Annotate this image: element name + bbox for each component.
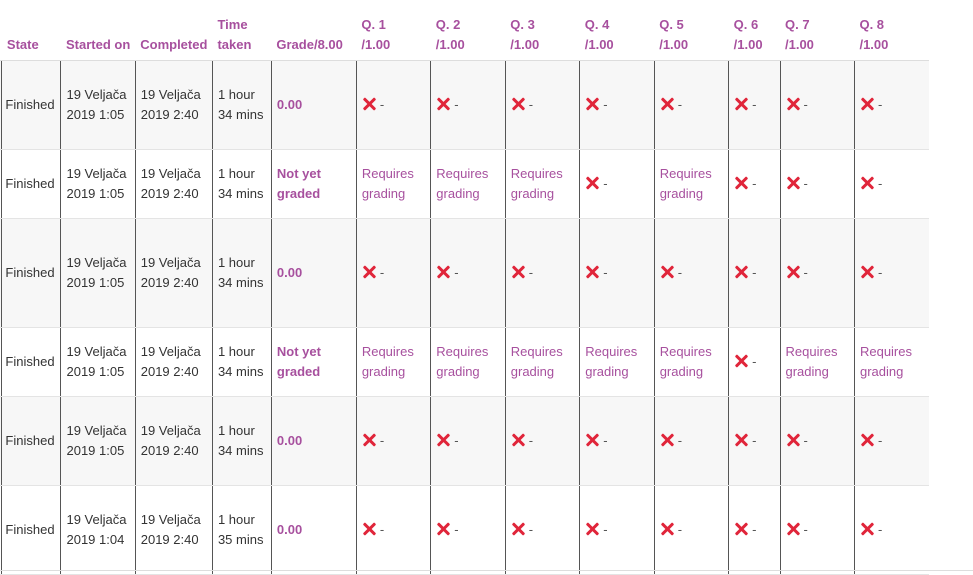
- header-q1-label[interactable]: Q. 1: [361, 17, 386, 32]
- started-on-cell: [61, 150, 135, 219]
- header-started-on[interactable]: [61, 0, 135, 61]
- header-q3-label[interactable]: Q. 3: [510, 17, 535, 32]
- question-score-dash[interactable]: -: [603, 522, 608, 537]
- table-row: [0, 328, 929, 397]
- cross-icon: [734, 354, 748, 368]
- header-state[interactable]: [2, 0, 61, 61]
- time-taken-hours: 1 hour: [217, 166, 255, 181]
- question-1-cell[interactable]: [356, 397, 430, 486]
- requires-grading-link[interactable]: Requires: [785, 344, 838, 359]
- started-on-time: 2019 1:05: [66, 186, 125, 201]
- cross-icon: [511, 522, 525, 536]
- requires-grading-link[interactable]: Requires: [436, 166, 489, 181]
- question-score-dash[interactable]: -: [528, 433, 534, 448]
- cross-icon: [860, 433, 874, 447]
- table-header-row: [0, 0, 929, 61]
- cross-icon: [660, 433, 674, 447]
- completed-date: 19 Veljača: [140, 255, 201, 270]
- requires-grading-link-line2[interactable]: grading: [361, 364, 406, 379]
- question-score-dash[interactable]: -: [603, 433, 608, 448]
- question-5-cell[interactable]: [654, 486, 728, 575]
- header-q7[interactable]: [780, 0, 854, 61]
- question-3-cell[interactable]: [505, 397, 579, 486]
- question-score-dash[interactable]: -: [454, 265, 459, 280]
- cross-icon: [585, 176, 599, 190]
- completed-time: 2019 2:40: [140, 275, 199, 290]
- completed-cell: [135, 486, 212, 575]
- time-taken-cell: [212, 61, 271, 150]
- time-taken-mins: 34 mins: [217, 275, 264, 290]
- question-score-dash[interactable]: -: [603, 97, 608, 112]
- header-q8-label[interactable]: Q. 8: [859, 17, 885, 32]
- question-3-cell[interactable]: [505, 328, 579, 397]
- completed-date: 19 Veljača: [140, 512, 201, 527]
- header-q2-max[interactable]: /1.00: [435, 37, 465, 52]
- requires-grading-link[interactable]: Requires: [510, 166, 563, 181]
- started-on-date: 19 Veljača: [66, 423, 127, 438]
- header-state-label[interactable]: State: [6, 37, 39, 52]
- question-score-dash[interactable]: -: [603, 265, 608, 280]
- started-on-cell: [61, 61, 135, 150]
- question-score-dash[interactable]: -: [528, 522, 534, 537]
- cross-icon: [362, 97, 376, 111]
- header-q1[interactable]: [356, 0, 430, 61]
- completed-date: 19 Veljača: [140, 87, 201, 102]
- cross-icon: [511, 433, 525, 447]
- time-taken-hours: 1 hour: [217, 423, 255, 438]
- question-score-dash[interactable]: -: [877, 97, 883, 112]
- cross-icon: [585, 265, 599, 279]
- time-taken-mins: 34 mins: [217, 107, 264, 122]
- time-taken-cell: [212, 150, 271, 219]
- cross-icon: [585, 433, 599, 447]
- question-4-cell[interactable]: [580, 61, 654, 150]
- time-taken-cell: [212, 397, 271, 486]
- cross-icon: [860, 176, 874, 190]
- table-row: [0, 150, 929, 219]
- header-time-taken-line1[interactable]: Time: [217, 17, 248, 32]
- question-score-dash[interactable]: -: [379, 433, 385, 448]
- question-5-cell[interactable]: [654, 397, 728, 486]
- question-4-cell[interactable]: [580, 397, 654, 486]
- header-q1-max[interactable]: /1.00: [361, 37, 391, 52]
- question-5-cell[interactable]: [654, 61, 728, 150]
- question-score-dash[interactable]: -: [379, 522, 385, 537]
- cross-icon: [660, 265, 674, 279]
- cross-icon: [362, 265, 376, 279]
- question-2-cell[interactable]: [431, 150, 505, 219]
- started-on-time: 2019 1:05: [66, 443, 125, 458]
- requires-grading-link[interactable]: Requires: [361, 166, 414, 181]
- question-4-cell[interactable]: [580, 219, 654, 328]
- header-q4-max[interactable]: /1.00: [584, 37, 614, 52]
- state-text: Finished: [5, 97, 55, 112]
- started-on-time: 2019 1:05: [66, 275, 125, 290]
- question-5-cell[interactable]: [654, 219, 728, 328]
- question-score-dash[interactable]: -: [528, 265, 534, 280]
- question-3-cell[interactable]: [505, 486, 579, 575]
- grade-link[interactable]: 0.00: [276, 433, 303, 448]
- question-4-cell[interactable]: [580, 328, 654, 397]
- question-3-cell[interactable]: [505, 219, 579, 328]
- requires-grading-link[interactable]: Requires: [510, 344, 563, 359]
- completed-time: 2019 2:40: [140, 532, 199, 547]
- question-1-cell[interactable]: [356, 486, 430, 575]
- state-cell: [2, 397, 61, 486]
- cross-icon: [860, 97, 874, 111]
- question-score-dash[interactable]: -: [454, 433, 459, 448]
- cross-icon: [734, 265, 748, 279]
- state-text: Finished: [5, 433, 55, 448]
- cross-icon: [734, 176, 748, 190]
- requires-grading-link-line2[interactable]: grading: [436, 364, 480, 379]
- cross-icon: [436, 433, 450, 447]
- started-on-date: 19 Veljača: [66, 512, 127, 527]
- started-on-cell: [61, 486, 135, 575]
- question-2-cell[interactable]: [431, 61, 505, 150]
- question-7-cell[interactable]: [780, 61, 854, 150]
- cross-icon: [511, 265, 525, 279]
- cross-icon: [362, 433, 376, 447]
- header-q5-max[interactable]: /1.00: [659, 37, 689, 52]
- question-6-cell[interactable]: [729, 61, 780, 150]
- question-score-dash[interactable]: -: [677, 433, 683, 448]
- completed-time: 2019 2:40: [140, 186, 199, 201]
- state-cell: [2, 61, 61, 150]
- question-7-cell[interactable]: [780, 150, 854, 219]
- started-on-cell: [61, 397, 135, 486]
- state-text: Finished: [5, 265, 55, 280]
- question-6-cell[interactable]: [729, 397, 780, 486]
- state-text: Finished: [5, 176, 55, 191]
- time-taken-cell: [212, 486, 271, 575]
- header-grade[interactable]: [271, 0, 356, 61]
- question-1-cell[interactable]: [356, 328, 430, 397]
- started-on-time: 2019 1:04: [66, 532, 125, 547]
- requires-grading-link-line2[interactable]: grading: [659, 364, 704, 379]
- cross-icon: [734, 522, 748, 536]
- completed-date: 19 Veljača: [140, 423, 201, 438]
- requires-grading-link[interactable]: Requires: [585, 344, 638, 359]
- question-5-cell[interactable]: [654, 150, 728, 219]
- cross-icon: [585, 97, 599, 111]
- question-score-dash[interactable]: -: [803, 176, 808, 191]
- cross-icon: [362, 522, 376, 536]
- time-taken-hours: 1 hour: [217, 87, 255, 102]
- requires-grading-link-line2[interactable]: grading: [510, 186, 555, 201]
- cross-icon: [860, 522, 874, 536]
- completed-date: 19 Veljača: [140, 344, 201, 359]
- question-score-dash[interactable]: -: [603, 176, 608, 191]
- completed-date: 19 Veljača: [140, 166, 201, 181]
- question-3-cell[interactable]: [505, 61, 579, 150]
- time-taken-mins: 35 mins: [217, 532, 264, 547]
- question-score-dash[interactable]: -: [877, 522, 883, 537]
- question-score-dash[interactable]: -: [677, 265, 683, 280]
- header-q4-label[interactable]: Q. 4: [584, 17, 610, 32]
- header-q7-label[interactable]: Q. 7: [785, 17, 810, 32]
- time-taken-hours: 1 hour: [217, 344, 255, 359]
- completed-cell: [135, 328, 212, 397]
- state-cell: [2, 150, 61, 219]
- question-3-cell[interactable]: [505, 150, 579, 219]
- question-score-dash[interactable]: -: [752, 265, 757, 280]
- header-q8[interactable]: [854, 0, 929, 61]
- question-7-cell[interactable]: [780, 328, 854, 397]
- question-1-cell[interactable]: [356, 150, 430, 219]
- question-score-dash[interactable]: -: [528, 97, 534, 112]
- grade-cell[interactable]: [271, 486, 356, 575]
- question-score-dash[interactable]: -: [677, 522, 683, 537]
- question-8-cell[interactable]: [854, 150, 929, 219]
- question-score-dash[interactable]: -: [752, 522, 757, 537]
- completed-cell: [135, 61, 212, 150]
- table-row: [0, 219, 929, 328]
- requires-grading-link-line2[interactable]: grading: [659, 186, 704, 201]
- grade-link[interactable]: Not yet: [276, 344, 321, 359]
- question-score-dash[interactable]: -: [752, 433, 757, 448]
- grade-cell[interactable]: [271, 219, 356, 328]
- completed-time: 2019 2:40: [140, 107, 199, 122]
- header-completed-label[interactable]: Completed: [140, 37, 208, 52]
- question-2-cell[interactable]: [431, 219, 505, 328]
- header-q3[interactable]: [505, 0, 579, 61]
- started-on-cell: [61, 219, 135, 328]
- question-8-cell[interactable]: [854, 61, 929, 150]
- cross-icon: [436, 522, 450, 536]
- question-1-cell[interactable]: [356, 219, 430, 328]
- time-taken-hours: 1 hour: [217, 512, 255, 527]
- cross-icon: [786, 176, 800, 190]
- completed-time: 2019 2:40: [140, 364, 199, 379]
- completed-cell: [135, 219, 212, 328]
- state-text: Finished: [5, 354, 55, 369]
- question-7-cell[interactable]: [780, 397, 854, 486]
- time-taken-mins: 34 mins: [217, 443, 264, 458]
- question-6-cell[interactable]: [729, 328, 780, 397]
- header-q6[interactable]: [729, 0, 780, 61]
- time-taken-mins: 34 mins: [217, 364, 264, 379]
- header-q4[interactable]: [580, 0, 654, 61]
- table-row: [0, 397, 929, 486]
- grade-cell[interactable]: [271, 61, 356, 150]
- requires-grading-link[interactable]: Requires: [859, 344, 912, 359]
- question-6-cell[interactable]: [729, 486, 780, 575]
- question-score-dash[interactable]: -: [379, 265, 385, 280]
- header-grade-label[interactable]: Grade/8.00: [276, 37, 343, 52]
- question-score-dash[interactable]: -: [752, 354, 757, 369]
- grade-cell[interactable]: [271, 150, 356, 219]
- cross-icon: [511, 97, 525, 111]
- attempt-rows: [0, 61, 929, 575]
- requires-grading-link[interactable]: Requires: [659, 166, 712, 181]
- table-row: [0, 61, 929, 150]
- grade-link[interactable]: 0.00: [276, 97, 303, 112]
- question-8-cell[interactable]: [854, 219, 929, 328]
- requires-grading-link-line2[interactable]: grading: [510, 364, 555, 379]
- started-on-cell: [61, 328, 135, 397]
- grade-link-line2[interactable]: graded: [276, 364, 321, 379]
- time-taken-cell: [212, 328, 271, 397]
- header-completed[interactable]: [135, 0, 212, 61]
- question-score-dash[interactable]: -: [677, 97, 683, 112]
- cross-icon: [734, 433, 748, 447]
- requires-grading-link-line2[interactable]: grading: [436, 186, 480, 201]
- question-4-cell[interactable]: [580, 486, 654, 575]
- header-q8-max[interactable]: /1.00: [859, 37, 889, 52]
- cross-icon: [786, 522, 800, 536]
- question-8-cell[interactable]: [854, 397, 929, 486]
- completed-time: 2019 2:40: [140, 443, 199, 458]
- grade-cell[interactable]: [271, 328, 356, 397]
- question-score-dash[interactable]: -: [803, 433, 808, 448]
- header-q3-max[interactable]: /1.00: [510, 37, 540, 52]
- header-q7-max[interactable]: /1.00: [785, 37, 814, 52]
- question-2-cell[interactable]: [431, 486, 505, 575]
- state-text: Finished: [5, 522, 55, 537]
- grade-link-line2[interactable]: graded: [276, 186, 321, 201]
- question-score-dash[interactable]: -: [454, 522, 459, 537]
- cross-icon: [786, 97, 800, 111]
- question-8-cell[interactable]: [854, 486, 929, 575]
- state-cell: [2, 328, 61, 397]
- header-q5-label[interactable]: Q. 5: [659, 17, 684, 32]
- question-5-cell[interactable]: [654, 328, 728, 397]
- question-score-dash[interactable]: -: [803, 97, 808, 112]
- question-score-dash[interactable]: -: [803, 265, 808, 280]
- requires-grading-link-line2[interactable]: grading: [859, 364, 904, 379]
- header-time-taken-line2[interactable]: taken: [217, 37, 252, 52]
- started-on-time: 2019 1:05: [66, 107, 125, 122]
- started-on-time: 2019 1:05: [66, 364, 125, 379]
- question-score-dash[interactable]: -: [752, 176, 757, 191]
- cross-icon: [436, 265, 450, 279]
- completed-cell: [135, 150, 212, 219]
- cross-icon: [660, 97, 674, 111]
- question-1-cell[interactable]: [356, 61, 430, 150]
- requires-grading-link[interactable]: Requires: [659, 344, 712, 359]
- time-taken-hours: 1 hour: [217, 255, 255, 270]
- question-score-dash[interactable]: -: [454, 97, 459, 112]
- question-8-cell[interactable]: [854, 328, 929, 397]
- question-score-dash[interactable]: -: [877, 433, 883, 448]
- question-score-dash[interactable]: -: [877, 265, 883, 280]
- header-q6-label[interactable]: Q. 6: [733, 17, 759, 32]
- state-cell: [2, 486, 61, 575]
- cross-icon: [436, 97, 450, 111]
- started-on-date: 19 Veljača: [66, 255, 127, 270]
- cross-icon: [660, 522, 674, 536]
- grade-link[interactable]: 0.00: [276, 522, 303, 537]
- header-time-taken[interactable]: [212, 0, 271, 61]
- requires-grading-link-line2[interactable]: grading: [785, 364, 829, 379]
- cross-icon: [734, 97, 748, 111]
- cross-icon: [786, 433, 800, 447]
- requires-grading-link[interactable]: Requires: [361, 344, 414, 359]
- question-4-cell[interactable]: [580, 150, 654, 219]
- started-on-date: 19 Veljača: [66, 344, 127, 359]
- question-2-cell[interactable]: [431, 397, 505, 486]
- question-score-dash[interactable]: -: [752, 97, 757, 112]
- completed-cell: [135, 397, 212, 486]
- requires-grading-link-line2[interactable]: grading: [361, 186, 406, 201]
- question-score-dash[interactable]: -: [877, 176, 883, 191]
- state-cell: [2, 219, 61, 328]
- cross-icon: [585, 522, 599, 536]
- header-q5[interactable]: [654, 0, 728, 61]
- table-row: [0, 486, 929, 575]
- question-2-cell[interactable]: [431, 328, 505, 397]
- grade-cell[interactable]: [271, 397, 356, 486]
- started-on-date: 19 Veljača: [66, 87, 127, 102]
- question-score-dash[interactable]: -: [379, 97, 385, 112]
- question-6-cell[interactable]: [729, 219, 780, 328]
- grade-link[interactable]: Not yet: [276, 166, 321, 181]
- question-7-cell[interactable]: [780, 486, 854, 575]
- cross-icon: [786, 265, 800, 279]
- time-taken-cell: [212, 219, 271, 328]
- question-7-cell[interactable]: [780, 219, 854, 328]
- header-started-on-label[interactable]: Started on: [65, 37, 131, 52]
- requires-grading-link-line2[interactable]: grading: [585, 364, 629, 379]
- requires-grading-link[interactable]: Requires: [436, 344, 489, 359]
- cross-icon: [860, 265, 874, 279]
- grade-link[interactable]: 0.00: [276, 265, 303, 280]
- table-bottom-border: [0, 570, 973, 571]
- header-q6-max[interactable]: /1.00: [733, 37, 763, 52]
- started-on-date: 19 Veljača: [66, 166, 127, 181]
- time-taken-mins: 34 mins: [217, 186, 264, 201]
- question-6-cell[interactable]: [729, 150, 780, 219]
- header-q2-label[interactable]: Q. 2: [435, 17, 461, 32]
- header-q2[interactable]: [431, 0, 505, 61]
- question-score-dash[interactable]: -: [803, 522, 808, 537]
